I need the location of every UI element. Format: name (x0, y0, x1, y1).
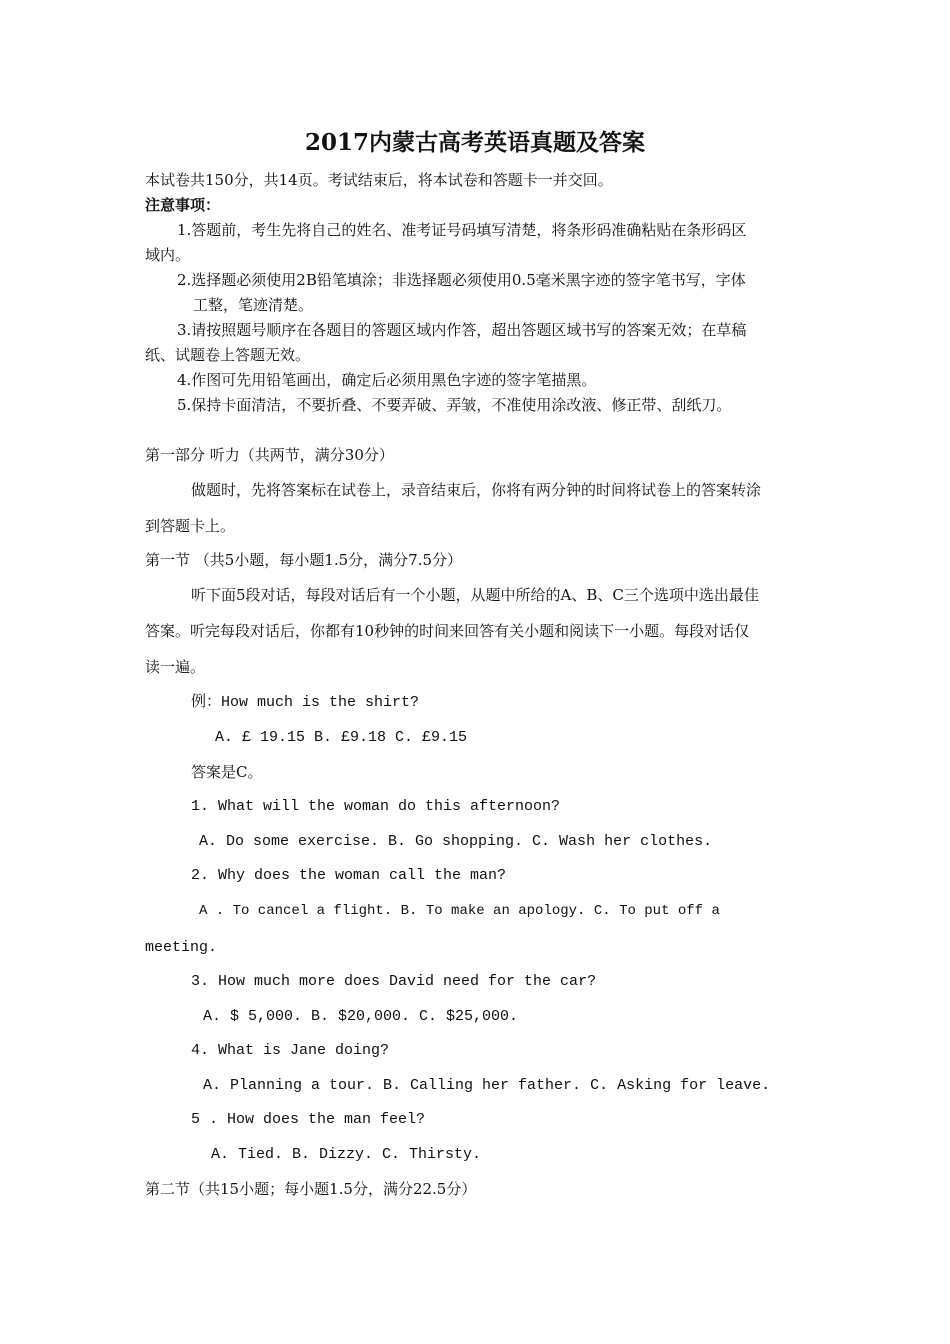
part1-instruction: 做题时，先将答案标在试卷上，录音结束后，你将有两分钟的时间将试卷上的答案转涂 (191, 481, 762, 499)
question-2: 2. Why does the woman call the man? (191, 867, 507, 884)
section2-heading: 第二节（共15小题；每小题1.5分，满分22.5分） (145, 1180, 477, 1198)
question-4-options: A. Planning a tour. B. Calling her father. C. Asking for leave. (203, 1077, 771, 1094)
notice-item: 域内。 (145, 246, 191, 264)
notice-item: 工整，笔迹清楚。 (193, 296, 314, 314)
page-title: 2017内蒙古高考英语真题及答案 (304, 129, 645, 156)
intro-text: 本试卷共150分，共14页。考试结束后，将本试卷和答题卡一并交回。 (145, 171, 613, 189)
section1-instruction: 答案。听完每段对话后，你都有10秒钟的时间来回答有关小题和阅读下一小题。每段对话仅 (145, 622, 750, 640)
notice-item: 纸、试题卷上答题无效。 (145, 346, 311, 364)
section1-instruction: 读一遍。 (145, 658, 206, 676)
notice-heading: 注意事项： (145, 196, 221, 214)
section1-heading: 第一节 （共5小题，每小题1.5分，满分7.5分） (145, 551, 463, 569)
question-1-options: A. Do some exercise. B. Go shopping. C. Wash her clothes. (199, 833, 713, 850)
question-2-options-cont: meeting. (145, 939, 218, 956)
question-2-options: A . To cancel a flight. B. To make an apology. C. To put off a (199, 903, 720, 919)
example-options: A. £ 19.15 B. £9.18 C. £9.15 (215, 729, 468, 746)
question-5: 5 . How does the man feel? (191, 1111, 426, 1128)
question-1: 1. What will the woman do this afternoon? (191, 798, 561, 815)
question-3: 3. How much more does David need for the car? (191, 973, 597, 990)
notice-item: 5.保持卡面清洁，不要折叠、不要弄破、弄皱，不准使用涂改液、修正带、刮纸刀。 (177, 396, 732, 414)
notice-item: 4.作图可先用铅笔画出，确定后必须用黑色字迹的签字笔描黑。 (177, 371, 597, 389)
question-3-options: A. $ 5,000. B. $20,000. C. $25,000. (203, 1008, 519, 1025)
example-answer: 答案是C。 (191, 763, 263, 781)
notice-item: 2.选择题必须使用2B铅笔填涂；非选择题必须使用0.5毫米黑字迹的签字笔书写，字体 (177, 271, 746, 289)
part1-instruction: 到答题卡上。 (145, 517, 236, 535)
question-5-options: A. Tied. B. Dizzy. C. Thirsty. (211, 1146, 482, 1163)
question-4: 4. What is Jane doing? (191, 1042, 390, 1059)
example-question: 例：How much is the shirt? (191, 694, 420, 711)
section1-instruction: 听下面5段对话，每段对话后有一个小题，从题中所给的A、B、C三个选项中选出最佳 (191, 586, 759, 604)
notice-item: 3.请按照题号顺序在各题目的答题区域内作答，超出答题区域书写的答案无效；在草稿 (177, 321, 747, 339)
part1-heading: 第一部分 听力（共两节，满分30分） (145, 446, 394, 464)
notice-item: 1.答题前，考生先将自己的姓名、准考证号码填写清楚，将条形码准确粘贴在条形码区 (177, 221, 747, 239)
